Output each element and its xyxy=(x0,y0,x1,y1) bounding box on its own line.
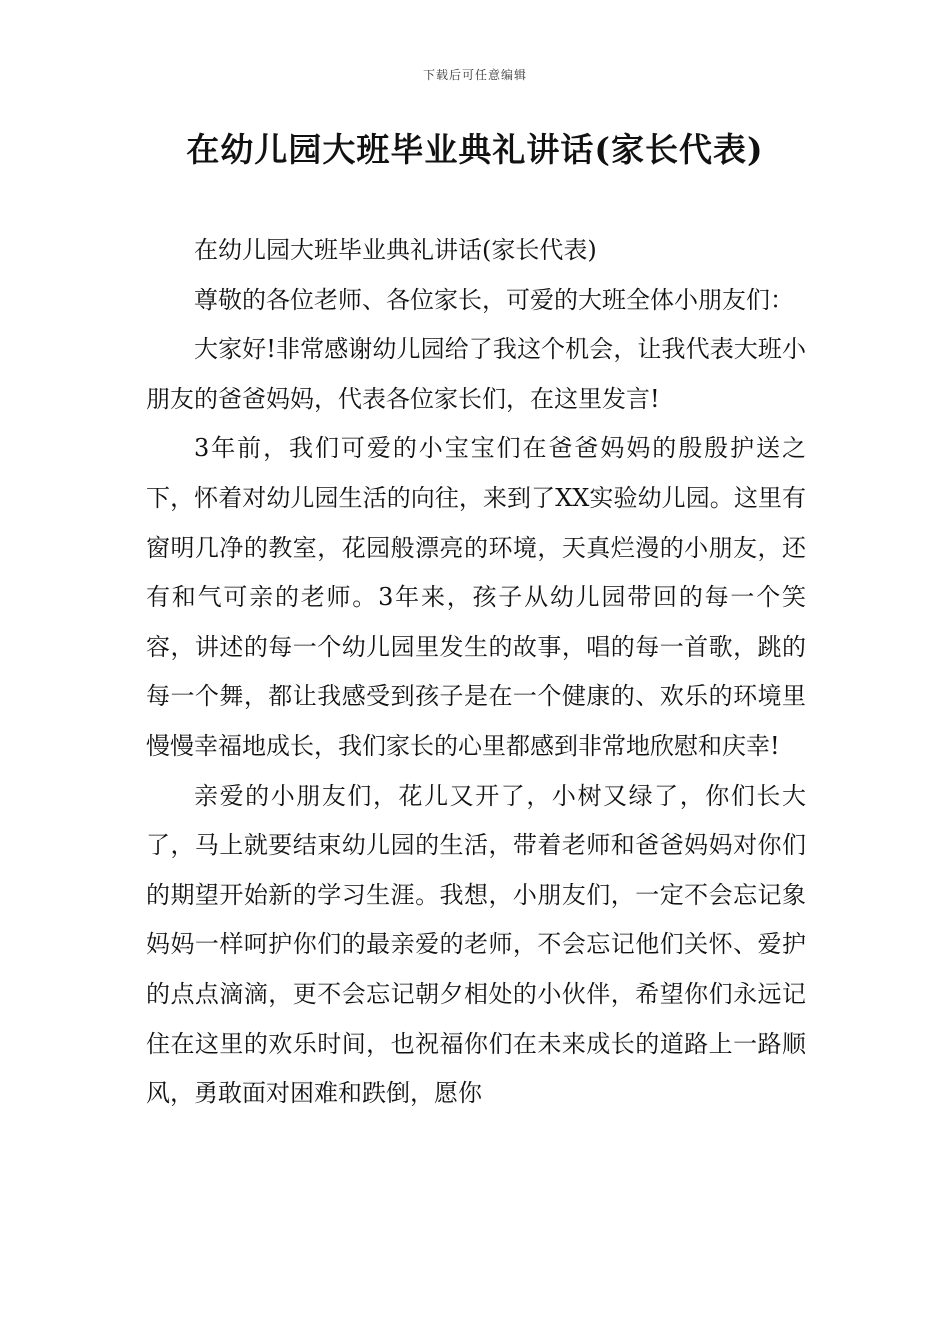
document-body xyxy=(146,226,806,1119)
document-title: 在幼儿园大班毕业典礼讲话(家长代表) xyxy=(186,130,764,169)
paragraph-three-years: 3年前，我们可爱的小宝宝们在爸爸妈妈的殷殷护送之下，怀着对幼儿园生活的向往，来到了XX实验幼儿园。这里有窗明几净的教室，花园般漂亮的环境，天真烂漫的小朋友，还有和气可亲的老师。3年来，孩子从幼儿园带回的每一个笑容，讲述的每一个幼儿园里发生的故事，唱的每一首歌，跳的每一个舞，都让我感受到孩子是在一个健康的、欢乐的环境里慢慢幸福地成长，我们家长的心里都感到非常地欣慰和庆幸! xyxy=(146,434,806,760)
paragraph-salutation: 尊敬的各位老师、各位家长，可爱的大班全体小朋友们： xyxy=(194,285,794,314)
paragraph-greeting: 大家好!非常感谢幼儿园给了我这个机会，让我代表大班小朋友的爸爸妈妈，代表各位家长们，在这里发言! xyxy=(146,335,806,413)
header-note: 下载后可任意编辑 xyxy=(422,68,527,82)
paragraph-subtitle: 在幼儿园大班毕业典礼讲话(家长代表) xyxy=(194,236,597,264)
paragraph-dear-children: 亲爱的小朋友们，花儿又开了，小树又绿了，你们长大了，马上就要结束幼儿园的生活，带着老师和爸爸妈妈对你们的期望开始新的学习生涯。我想，小朋友们，一定不会忘记象妈妈一样呵护你们的最亲爱的老师，不会忘记他们关怀、爱护的点点滴滴，更不会忘记朝夕相处的小伙伴，希望你们永远记住在这里的欢乐时间，也祝福你们在未来成长的道路上一路顺风，勇敢面对困难和跌倒，愿你 xyxy=(146,781,806,1108)
